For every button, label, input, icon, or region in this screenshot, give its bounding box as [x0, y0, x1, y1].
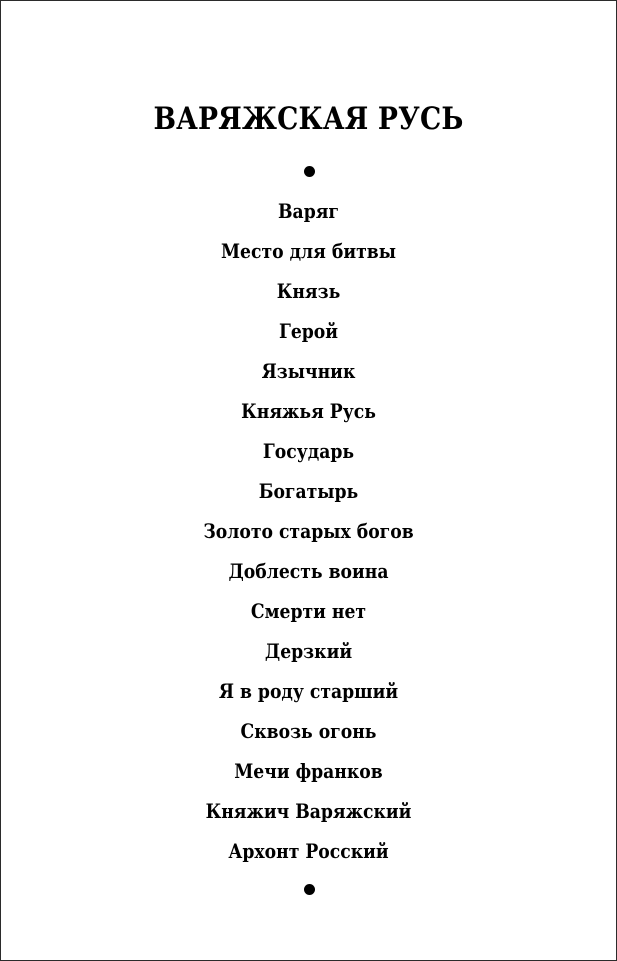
book-title-item: Варяг	[278, 199, 339, 223]
book-title-item: Дерзкий	[264, 639, 353, 663]
book-title-item: Князь	[276, 279, 341, 303]
book-title-item: Мечи франков	[234, 759, 383, 783]
bottom-bullet-ornament	[304, 884, 315, 895]
book-title-item: Язычник	[261, 359, 356, 383]
book-title-item: Архонт Росский	[228, 839, 389, 863]
book-title-item: Богатырь	[258, 479, 359, 503]
book-title-item: Княжич Варяжский	[205, 799, 412, 823]
book-title-item: Золото старых богов	[203, 519, 414, 543]
book-title-item: Сквозь огонь	[240, 719, 377, 743]
book-title-item: Смерти нет	[250, 599, 367, 623]
series-title: ВАРЯЖСКАЯ РУСЬ	[153, 101, 464, 137]
book-title-item: Доблесть воина	[228, 559, 389, 583]
book-title-item: Я в роду старший	[218, 679, 399, 703]
book-list	[1, 191, 616, 871]
book-title-item: Княжья Русь	[241, 399, 376, 423]
book-title-item: Государь	[262, 439, 355, 463]
book-title-item: Герой	[278, 319, 339, 343]
book-title-item: Место для битвы	[221, 239, 396, 263]
top-bullet-ornament	[304, 166, 315, 177]
